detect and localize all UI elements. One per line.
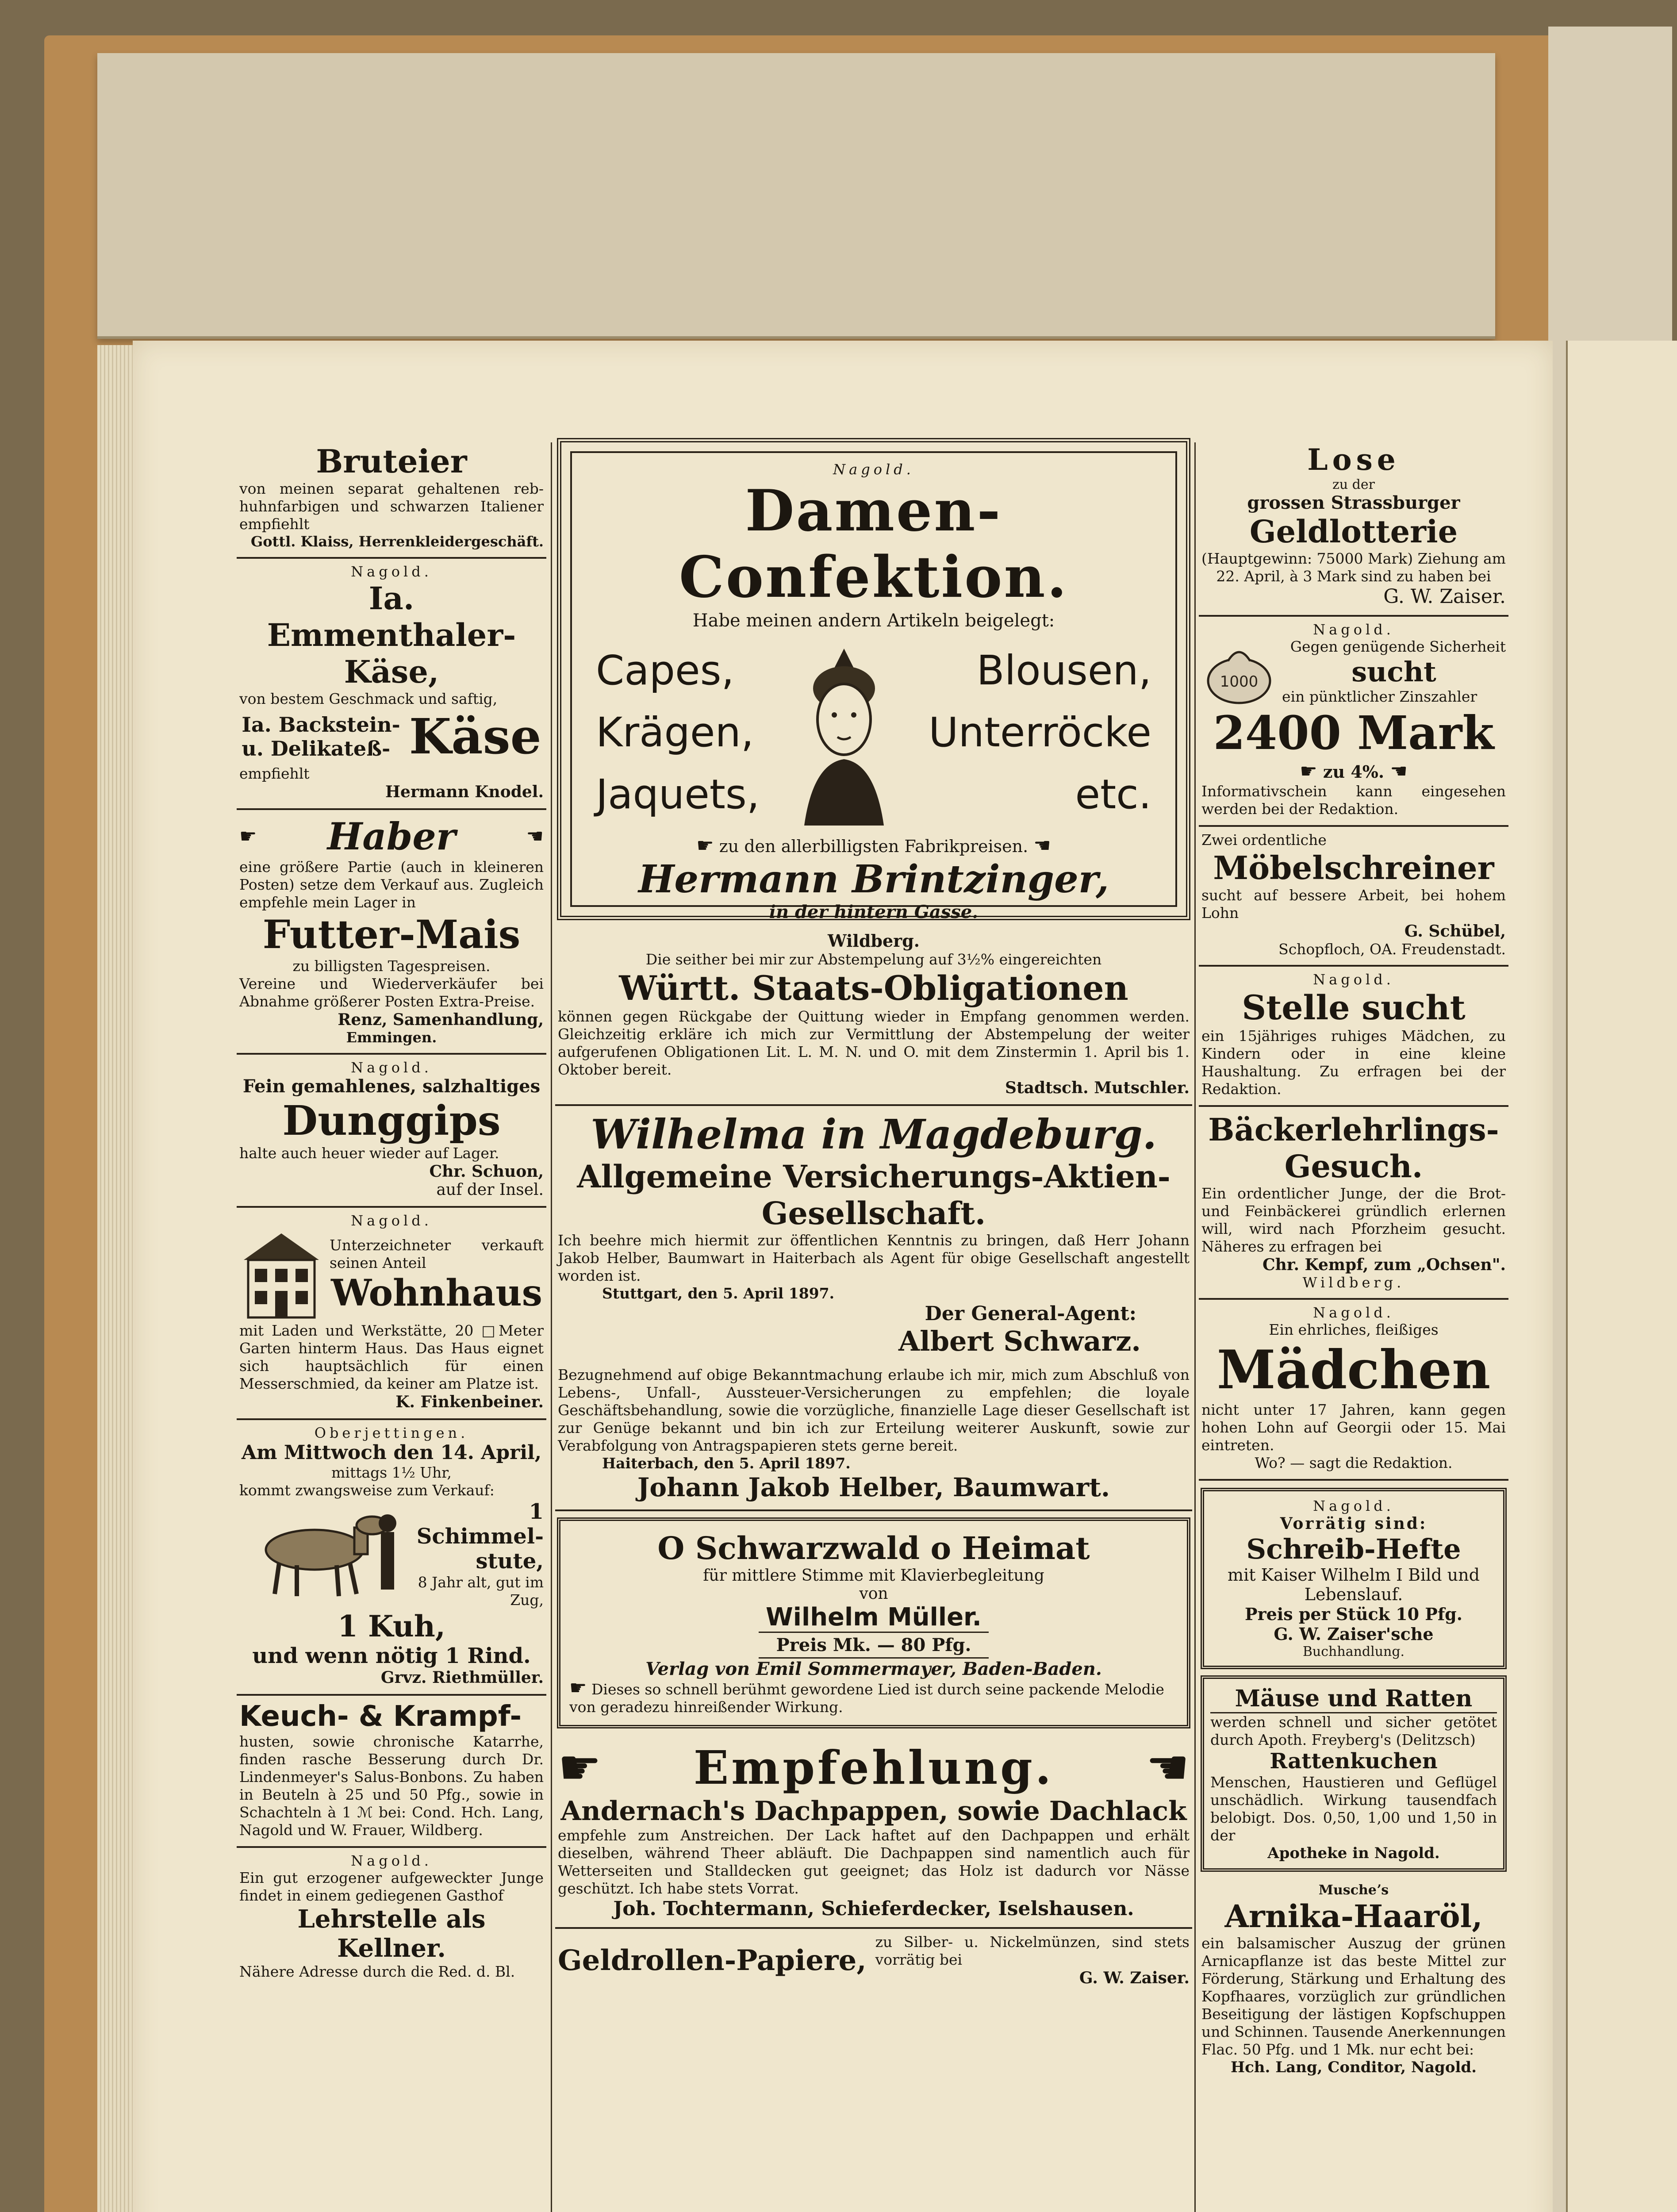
ad-text: kommt zwangsweise zum Verkauf: <box>239 1482 495 1499</box>
ad-place: Nagold. <box>1313 621 1394 638</box>
ad-baecker <box>1199 1107 1508 1300</box>
ad-signer: G. W. Zaiser. <box>1383 585 1506 608</box>
ad-maedchen <box>1199 1300 1508 1481</box>
ad-amount: 2400 Mark <box>1213 706 1494 760</box>
ad-bruteier <box>237 438 546 559</box>
ad-place: Nagold. <box>351 1852 432 1869</box>
ad-wohnhaus <box>237 1208 546 1420</box>
ad-price: Preis per Stück 10 Pfg. <box>1245 1604 1462 1624</box>
ad-text: Bezugnehmend auf obige Bekanntmachung erlaube ich mir, mich zum Abschluß von Lebens-, Unfall-, Aussteuer-Versicherungen zu empfehlen; die loyale Geschäftsbehandlung, sowie die vorzügliche, finanzielle Lage dieser Gesellschaft ist zur Genüge bekannt und bin ich zur Erteilung weiterer Auskunft, sowie zur Verabfolgung von Antragspapieren stets gerne bereit. <box>558 1366 1190 1454</box>
ad-place: Nagold. <box>351 1059 432 1076</box>
ad-title: Ia. Backstein- <box>242 712 400 737</box>
column-rule <box>1194 442 1196 2212</box>
ad-text: Vorrätig sind: <box>1280 1514 1428 1533</box>
ad-signer: G. Schübel, <box>1404 922 1506 941</box>
ad-obligationen <box>555 926 1192 1106</box>
ad-empfehlung <box>555 1735 1192 1929</box>
ad-signer: Johann Jakob Helber, Baumwart. <box>637 1472 1110 1502</box>
ad-text: Ich beehre mich hiermit zur öffentlichen Kenntnis zu bringen, daß Herr Johann Jakob Helber, Baumwart in Haiterbach als Agent für obige Gesellschaft angestellt worden ist. <box>558 1232 1190 1284</box>
ad-title: Keuch- & Krampf- <box>239 1700 522 1733</box>
ad-signer: Gottl. Klaiss, Herrenkleidergeschäft. <box>250 533 544 550</box>
pointing-hand-right-icon: ☛ <box>569 1677 587 1699</box>
ad-title: Gesuch. <box>1284 1148 1423 1185</box>
ad-text: Zwei ordentliche <box>1201 831 1327 849</box>
ad-title: Geldrollen-Papiere, <box>558 1943 867 1977</box>
middle-column <box>555 438 1192 1992</box>
lady-portrait-illustration <box>778 640 910 826</box>
ad-place: Nagold. <box>1313 1304 1394 1321</box>
ad-addr: Schopfloch, OA. Freudenstadt. <box>1278 941 1506 958</box>
ad-sucht <box>1199 617 1508 827</box>
ad-text: Habe meinen andern Artikeln beigelegt: <box>692 611 1055 631</box>
ad-text: werden schnell und sicher getötet durch Apoth. Freyberg's (Delitzsch) <box>1210 1713 1497 1748</box>
money-bag-illustration <box>1201 639 1277 705</box>
ad-signer: G. W. Zaiser'sche <box>1274 1624 1434 1644</box>
ad-dunggips <box>237 1055 546 1208</box>
ad-place: Nagold. <box>1313 1498 1394 1514</box>
pointing-hand-right-icon: ☛ <box>696 834 714 857</box>
ad-title: Arnika-Haaröl, <box>1224 1898 1483 1935</box>
ad-text: Gegen genügende Sicherheit <box>1290 638 1506 655</box>
ad-text: Muscheʼs <box>1318 1882 1389 1898</box>
ad-product: Andernach's Dachpappen, sowie Dachlack <box>560 1796 1187 1827</box>
pointing-hand-right-icon: ☛ <box>558 1739 602 1796</box>
ad-place: Nagold. <box>351 1212 432 1229</box>
ad-title: Lose <box>1307 442 1400 477</box>
ad-text: können gegen Rückgabe der Quittung wieder in Empfang genommen werden. Gleichzeitig erkläre ich mich zur Vermittlung der Abstempelung der weiter aufgerufenen Obligationen Lit. L. M. N. und O. mit dem Zinstermin 1. April bis 1. Oktober bereit. <box>558 1008 1190 1078</box>
ad-title: Dunggips <box>282 1097 501 1144</box>
ad-text: (Hauptgewinn: 75000 Mark) Ziehung am 22. April, à 3 Mark sind zu haben bei <box>1201 550 1506 585</box>
ad-signer: G. W. Zaiser. <box>1079 1969 1190 1987</box>
ad-text: Ein gut erzogener aufgeweckter Junge findet in einem gediegenen Gasthof <box>239 1869 544 1904</box>
ad-text: zu den allerbilligsten Fabrikpreisen. <box>719 837 1028 856</box>
ad-signer: Hch. Lang, Conditor, Nagold. <box>1230 2058 1477 2076</box>
paper-flap <box>97 53 1495 339</box>
item-etc: etc. <box>1075 771 1151 818</box>
ad-heimat <box>557 1517 1190 1728</box>
ad-arnika <box>1199 1878 1508 2083</box>
ad-confektion <box>557 438 1190 920</box>
ad-text: Dieses so schnell berühmt gewordene Lied ist durch seine packende Melodie von geradezu hinreißender Wirkung. <box>569 1681 1164 1716</box>
ad-text: mit Laden und Werkstätte, 20 □Meter Garten hinterm Haus. Das Haus eignet sich hauptsächlich für einen Messerschmied, da keiner am Platze ist. <box>239 1322 544 1392</box>
ad-text: Ein ehrliches, fleißiges <box>1269 1321 1439 1338</box>
ad-title: Geldlotterie <box>1249 513 1458 550</box>
column-rule <box>551 442 552 2212</box>
ad-agent: Albert Schwarz. <box>898 1325 1141 1357</box>
ad-text: von meinen separat gehaltenen reb-huhnfarbigen und schwarzen Italiener empfiehlt <box>239 480 544 533</box>
ad-title: Mäuse und Ratten <box>1210 1685 1497 1713</box>
page-stack-edge <box>97 345 137 2212</box>
ad-text: Unterzeichneter verkauft seinen Anteil <box>330 1237 544 1271</box>
horse-illustration <box>239 1505 407 1603</box>
ad-text: Informativschein kann eingesehen werden bei der Redaktion. <box>1201 783 1506 818</box>
ad-role: Der General-Agent: <box>925 1302 1136 1325</box>
ad-town: Wildberg. <box>1302 1274 1405 1291</box>
ad-text: Fein gemahlenes, salzhaltiges <box>242 1076 541 1097</box>
ad-item: 1 Kuh, <box>338 1609 445 1644</box>
ad-auction <box>237 1420 546 1696</box>
ad-signer: Chr. Schuon, <box>429 1162 544 1181</box>
ad-text: mittags 1½ Uhr, <box>331 1464 452 1481</box>
ad-product: Rattenkuchen <box>1270 1749 1438 1774</box>
ad-signer: Hermann Brintzinger, <box>638 857 1109 902</box>
ad-signer: Joh. Tochtermann, Schieferdecker, Iselshausen. <box>613 1897 1134 1920</box>
ad-text: halte auch heuer wieder auf Lager. <box>239 1144 499 1162</box>
ad-title: Wilhelma in Magdeburg. <box>591 1110 1157 1158</box>
facing-page-edge <box>1566 341 1677 2212</box>
house-illustration <box>239 1229 323 1322</box>
ad-text: von <box>859 1585 888 1603</box>
ad-lose <box>1199 438 1508 617</box>
ad-text: empfehle zum Anstreichen. Der Lack haftet auf den Dachpappen und erhält dieselben, während Theer abläuft. Die Dachpappen sind namentlich auch für Wetterseiten und Stalldecken gut geeignet; das Holz ist dadurch vor Nässe geschützt. Ich habe stets Vorrat. <box>558 1827 1190 1897</box>
ad-text: husten, sowie chronische Katarrhe, finden rasche Besserung durch Dr. Lindenmeyer's Salus-Bonbons. Zu haben in Beuteln à 25 und 50 Pfg., sowie in Schachteln à 1 ℳ bei: Cond. Hch. Lang, Nagold und W. Frauer, Wildberg. <box>239 1733 544 1839</box>
money-bag-label: 1000 <box>1220 672 1259 691</box>
ad-author: Wilhelm Müller. <box>766 1603 982 1632</box>
ad-title: Wohnhaus <box>331 1272 542 1314</box>
ad-title: Lehrstelle als Kellner. <box>297 1905 486 1963</box>
ad-text: ein balsamischer Auszug der grünen Arnicapflanze ist das beste Mittel zur Förderung, Stärkung und Erhaltung des Kopfhaares, vorzüglich zur gründlichen Beseitigung der lästigen Kopfschuppen und Schinnen. Tausende Anerkennungen Flac. 50 Pfg. und 1 Mk. nur echt bei: <box>1201 1935 1506 2058</box>
ad-text: empfiehlt <box>239 765 310 782</box>
ad-hefte <box>1201 1488 1507 1669</box>
ad-town: Emmingen. <box>346 1029 437 1046</box>
ad-title: Käse, <box>344 653 439 690</box>
ad-subtitle: Gesellschaft. <box>761 1195 986 1232</box>
item-blousen: Blousen, <box>976 647 1151 694</box>
ad-moebel <box>1199 827 1508 967</box>
ad-title: Damen-Confektion. <box>679 478 1069 611</box>
ad-kaese <box>237 559 546 810</box>
ad-addr: in der hintern Gasse. <box>769 902 979 922</box>
ad-text: Wo? — sagt die Redaktion. <box>1255 1454 1453 1471</box>
ad-text: zu Silber- u. Nickelmünzen, sind stets vorrätig bei <box>875 1933 1190 1968</box>
pointing-hand-left-icon: ☚ <box>1033 834 1051 857</box>
ad-lehrstelle <box>237 1848 546 1988</box>
ad-title: Ia. Emmenthaler- <box>267 580 516 653</box>
ad-wilhelma <box>555 1106 1192 1511</box>
right-column <box>1199 438 1508 2083</box>
ad-signer: Hermann Knodel. <box>385 783 544 801</box>
ad-text: Vereine und Wiederverkäufer bei Abnahme größerer Posten Extra-Preise. <box>239 975 544 1010</box>
ad-place: Wildberg. <box>827 931 920 951</box>
ad-date: Stuttgart, den 5. April 1897. <box>602 1285 835 1302</box>
ad-rate: zu 4%. <box>1323 762 1385 782</box>
ad-haber <box>237 810 546 1055</box>
ad-title: Württ. Staats-Obligationen <box>619 968 1128 1008</box>
ad-price: Preis Mk. — 80 Pfg. <box>759 1632 989 1659</box>
left-column <box>237 438 546 1988</box>
ad-text: ein 15jähriges ruhiges Mädchen, zu Kindern oder in eine kleine Haushaltung. Zu erfragen bei der Redaktion. <box>1201 1027 1506 1098</box>
ad-text: mit Kaiser Wilhelm I Bild und Lebenslauf. <box>1228 1565 1480 1604</box>
pointing-hand-right-icon: ☛ <box>239 825 257 848</box>
ad-text: sucht auf bessere Arbeit, bei hohem Lohn <box>1201 887 1506 922</box>
ad-signer: Grvz. Riethmüller. <box>380 1668 544 1687</box>
ad-geldrollen <box>555 1929 1192 1992</box>
ad-text: nicht unter 17 Jahren, kann gegen hohen Lohn auf Georgii oder 15. Mai eintreten. <box>1201 1401 1506 1454</box>
ad-publisher: Verlag von Emil Sommermayer, Baden-Baden. <box>645 1659 1102 1679</box>
ad-date: Am Mittwoch den 14. April, <box>241 1441 542 1464</box>
ad-text: von bestem Geschmack und saftig, <box>239 690 498 707</box>
ad-text: zu der <box>1332 477 1375 492</box>
pointing-hand-left-icon: ☚ <box>1390 760 1408 783</box>
ad-title: Haber <box>327 814 456 858</box>
ad-item: 1 Schimmel-stute, <box>416 1499 544 1574</box>
ad-text: Buchhandlung. <box>1302 1644 1405 1659</box>
item-capes: Capes, <box>596 647 734 694</box>
ad-title: Käse <box>409 708 541 765</box>
ad-title: Bäckerlehrlings- <box>1208 1111 1499 1148</box>
ad-text: grossen Strassburger <box>1247 492 1460 513</box>
ad-maeuse <box>1201 1675 1507 1872</box>
ad-text: Nähere Adresse durch die Red. d. Bl. <box>239 1963 515 1980</box>
ad-title: Stelle sucht <box>1242 988 1466 1027</box>
ad-stelle <box>1199 967 1508 1107</box>
ad-place: Nagold. <box>833 461 914 478</box>
ad-place: Nagold. <box>351 563 432 580</box>
ad-text: ein pünktlicher Zinszahler <box>1282 688 1477 705</box>
ad-title: O Schwarzwald o Heimat <box>657 1530 1090 1567</box>
item-kraegen: Krägen, <box>596 709 754 756</box>
ad-title: Futter-Mais <box>262 911 521 957</box>
ad-text: 8 Jahr alt, gut im Zug, <box>418 1574 544 1609</box>
ad-title: Möbelschreiner <box>1213 849 1494 887</box>
ad-title: u. Delikateß- <box>242 736 391 760</box>
ad-title: Schreib-Hefte <box>1246 1533 1461 1565</box>
ad-title: Mädchen <box>1216 1339 1491 1401</box>
item-unterroecke: Unterröcke <box>929 709 1151 756</box>
pointing-hand-right-icon: ☛ <box>1300 760 1317 783</box>
ad-place: Nagold. <box>1313 971 1394 988</box>
ad-text: zu billigsten Tagespreisen. <box>292 957 491 975</box>
ad-text: für mittlere Stimme mit Klavierbegleitung <box>703 1567 1044 1585</box>
ad-keuch <box>237 1696 546 1848</box>
ad-addr: auf der Insel. <box>436 1181 544 1199</box>
ad-text: Menschen, Haustieren und Geflügel unschädlich. Wirkung tausendfach belobigt. Dos. 0,50, 1,00 und 1,50 in der <box>1210 1774 1497 1844</box>
item-jaquets: Jaquets, <box>596 771 760 818</box>
ad-title: Bruteier <box>316 442 467 480</box>
ad-title: Empfehlung. <box>693 1740 1054 1795</box>
ad-signer: Renz, Samenhandlung, <box>338 1010 544 1029</box>
ad-text: Die seither bei mir zur Abstempelung auf 3½% eingereichten <box>645 951 1102 968</box>
pointing-hand-left-icon: ☚ <box>526 825 544 848</box>
ad-signer: Apotheke in Nagold. <box>1267 1844 1440 1862</box>
ad-signer: K. Finkenbeiner. <box>395 1393 544 1411</box>
ad-signer: Chr. Kempf, zum „Ochsen". <box>1262 1256 1506 1274</box>
ad-text: eine größere Partie (auch in kleineren Posten) setze dem Verkauf aus. Zugleich empfehle mein Lager in <box>239 858 544 911</box>
ad-place: Oberjettingen. <box>314 1425 469 1441</box>
ad-title: sucht <box>1351 656 1436 688</box>
ad-subtitle: Allgemeine Versicherungs-Aktien- <box>577 1158 1170 1195</box>
ad-signer: Stadtsch. Mutschler. <box>1005 1079 1190 1097</box>
ad-date: Haiterbach, den 5. April 1897. <box>602 1455 851 1472</box>
ad-item: und wenn nötig 1 Rind. <box>252 1644 531 1668</box>
ad-text: Ein ordentlicher Junge, der die Brot- und Feinbäckerei gründlich erlernen will, wird nach Pforzheim gesucht. Näheres zu erfragen bei <box>1201 1185 1506 1255</box>
pointing-hand-left-icon: ☚ <box>1146 1739 1190 1796</box>
